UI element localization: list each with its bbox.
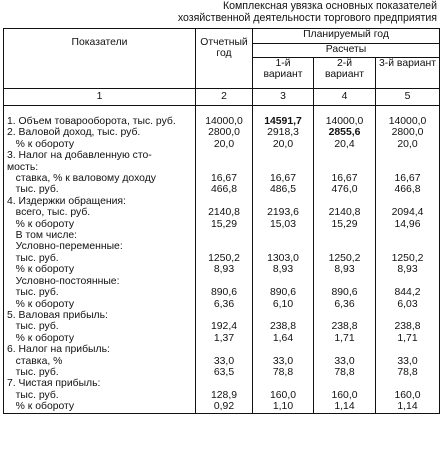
row-value: 2800,0 [196,127,253,138]
row-value: 78,8 [376,367,440,378]
row-value: 160,0 [314,390,376,401]
row-value [376,162,440,173]
table-row [4,116,440,127]
row-value: 14000,0 [314,116,376,127]
table-row [4,207,440,218]
row-label: 6. Налог на прибыль: [4,344,196,355]
row-value: 8,93 [196,264,253,275]
row-value: 1,71 [376,333,440,344]
row-value: 33,0 [196,356,253,367]
row-value: 2193,6 [253,207,314,218]
row-value: 476,0 [314,184,376,195]
header-calculations: Расчеты [253,44,440,58]
row-value [376,230,440,241]
title-line-1: Комплексная увязка основных показателей [222,0,437,12]
row-value [196,310,253,321]
row-value [314,310,376,321]
row-label: тыс. руб. [4,184,196,195]
header-indicators: Показатели [4,29,196,89]
row-value [253,378,314,389]
table-row [4,253,440,264]
row-label: тыс. руб. [4,367,196,378]
column-number: 1 [4,89,196,106]
table-row [4,367,440,378]
table-row [4,150,440,161]
table-row [4,321,440,332]
row-label: ставка, % [4,356,196,367]
row-label: 1. Объем товарооборота, тыс. руб. [4,116,196,127]
row-value: 15,29 [314,219,376,230]
row-value [253,150,314,161]
row-value: 466,8 [376,184,440,195]
row-label: Условно-переменные: [4,241,196,252]
row-label: В том числе: [4,230,196,241]
row-value: 20,4 [314,139,376,150]
row-value: 2800,0 [376,127,440,138]
row-value: 78,8 [253,367,314,378]
row-value: 16,67 [314,173,376,184]
row-value [196,150,253,161]
table-row [4,390,440,401]
row-value: 1303,0 [253,253,314,264]
table-row [4,162,440,173]
row-value [253,344,314,355]
row-value: 14,96 [376,219,440,230]
column-number: 2 [196,89,253,106]
table-row [4,127,440,138]
row-value: 238,8 [376,321,440,332]
row-value: 14591,7 [253,116,314,127]
row-value: 1250,2 [196,253,253,264]
row-value [376,241,440,252]
row-value [314,241,376,252]
row-value: 890,6 [253,287,314,298]
row-value: 238,8 [314,321,376,332]
row-label: мость: [4,162,196,173]
row-label: 4. Издержки обращения: [4,196,196,207]
table-row [4,139,440,150]
table-row [4,196,440,207]
row-label: 7. Чистая прибыль: [4,378,196,389]
row-value: 1250,2 [376,253,440,264]
row-value [376,196,440,207]
row-value [196,196,253,207]
header-variant-1: 1-й вариант [253,58,314,89]
row-value: 78,8 [314,367,376,378]
row-value: 192,4 [196,321,253,332]
row-value [314,162,376,173]
row-value: 2855,6 [314,127,376,138]
row-value [196,162,253,173]
row-value: 6,36 [196,299,253,310]
table-row [4,356,440,367]
row-value: 1250,2 [314,253,376,264]
row-value [314,276,376,287]
row-value [196,241,253,252]
table-row [4,230,440,241]
row-value: 0,92 [196,401,253,413]
row-value: 2140,8 [314,207,376,218]
table-row [4,184,440,195]
row-value [376,344,440,355]
row-value: 1,14 [376,401,440,413]
row-label: % к обороту [4,299,196,310]
row-value [253,310,314,321]
row-label: ставка, % к валовому доходу [4,173,196,184]
row-label: Условно-постоянные: [4,276,196,287]
row-value: 890,6 [196,287,253,298]
row-value: 16,67 [196,173,253,184]
row-value [253,241,314,252]
row-label: тыс. руб. [4,390,196,401]
row-value: 1,10 [253,401,314,413]
header-variant-3: 3-й вариант [376,58,440,89]
row-label: 2. Валовой доход, тыс. руб. [4,127,196,138]
row-label: % к обороту [4,219,196,230]
row-label: тыс. руб. [4,287,196,298]
row-value [253,196,314,207]
row-value: 6,36 [314,299,376,310]
row-value: 20,0 [253,139,314,150]
row-value: 1,14 [314,401,376,413]
data-table [3,28,440,414]
row-value [196,344,253,355]
row-value [253,162,314,173]
row-label: % к обороту [4,401,196,413]
row-label: тыс. руб. [4,253,196,264]
row-value [376,276,440,287]
row-value: 15,29 [196,219,253,230]
row-value: 8,93 [314,264,376,275]
row-value [314,344,376,355]
header-reporting-year: Отчетный год [196,29,253,89]
row-value: 16,67 [376,173,440,184]
row-value: 14000,0 [376,116,440,127]
row-value [376,378,440,389]
header-planned-year: Планируемый год [253,29,440,44]
table-row [4,241,440,252]
row-value: 2918,3 [253,127,314,138]
table-row [4,173,440,184]
title-line-2: хозяйственной деятельности торгового предприятия [177,11,437,24]
table-row [4,276,440,287]
table-row [4,264,440,275]
row-value: 63,5 [196,367,253,378]
row-value: 160,0 [376,390,440,401]
table-row [4,219,440,230]
table-title [117,1,437,24]
row-value: 33,0 [376,356,440,367]
row-value [314,150,376,161]
row-value [196,378,253,389]
row-label: % к обороту [4,333,196,344]
row-value: 14000,0 [196,116,253,127]
row-value: 238,8 [253,321,314,332]
header-variant-2: 2-й вариант [314,58,376,89]
row-value [376,150,440,161]
row-value [196,230,253,241]
row-value: 890,6 [314,287,376,298]
table-body [4,106,440,414]
row-value [376,310,440,321]
row-value [314,230,376,241]
row-value: 20,0 [376,139,440,150]
row-value: 8,93 [253,264,314,275]
row-value: 8,93 [376,264,440,275]
row-value: 2140,8 [196,207,253,218]
row-value: 844,2 [376,287,440,298]
table-row [4,310,440,321]
table-row [4,333,440,344]
row-value [314,378,376,389]
row-label: % к обороту [4,264,196,275]
row-value: 486,5 [253,184,314,195]
row-value: 6,03 [376,299,440,310]
row-value: 15,03 [253,219,314,230]
row-value: 20,0 [196,139,253,150]
column-number-row [4,89,440,106]
row-value: 33,0 [253,356,314,367]
row-value: 2094,4 [376,207,440,218]
row-value: 1,37 [196,333,253,344]
column-number: 4 [314,89,376,106]
row-value [196,276,253,287]
column-number: 3 [253,89,314,106]
row-value: 1,71 [314,333,376,344]
row-value [253,230,314,241]
table-row [4,378,440,389]
row-label: 3. Налог на добавленную сто- [4,150,196,161]
table-row [4,401,440,413]
row-value: 160,0 [253,390,314,401]
row-value: 33,0 [314,356,376,367]
spacer-row [4,106,440,117]
column-number: 5 [376,89,440,106]
row-value: 6,10 [253,299,314,310]
row-label: всего, тыс. руб. [4,207,196,218]
row-value: 16,67 [253,173,314,184]
row-value [253,276,314,287]
row-label: 5. Валовая прибыль: [4,310,196,321]
row-value: 128,9 [196,390,253,401]
row-label: тыс. руб. [4,321,196,332]
row-value [314,196,376,207]
row-value: 1,64 [253,333,314,344]
table-row [4,344,440,355]
row-value: 466,8 [196,184,253,195]
table-row [4,299,440,310]
row-label: % к обороту [4,139,196,150]
table-row [4,287,440,298]
